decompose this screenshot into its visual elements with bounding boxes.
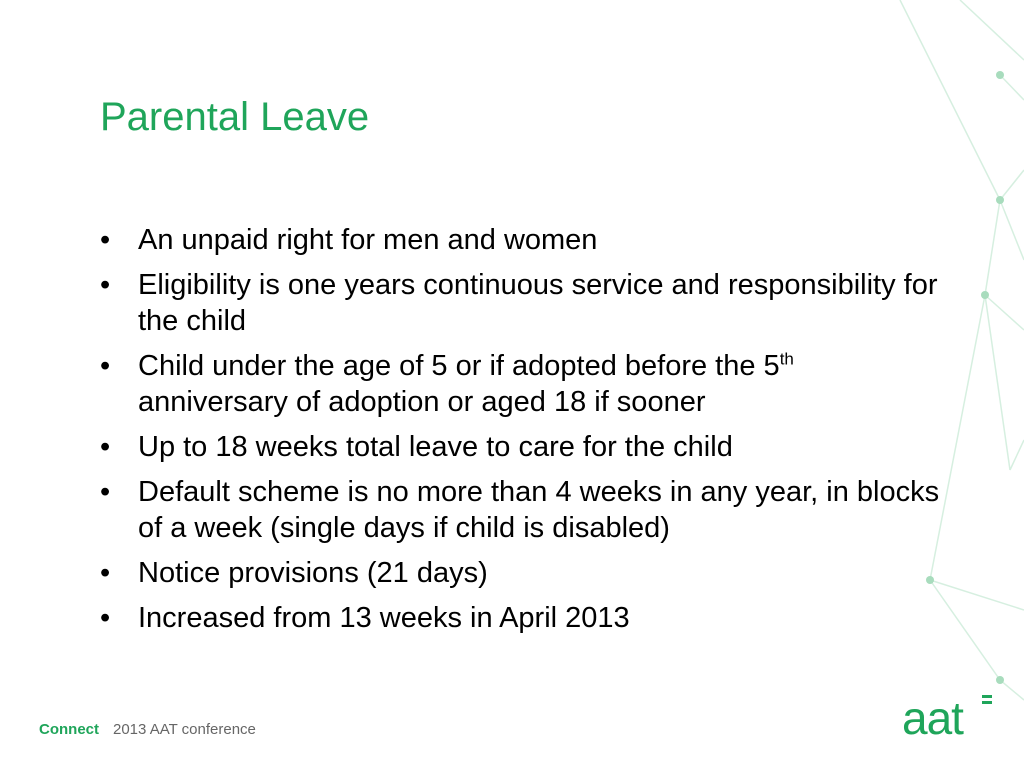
bullet-text: Up to 18 weeks total leave to care for the child [138, 431, 733, 463]
bullet-item [100, 222, 950, 258]
bullet-text: Eligibility is one years continuous service and responsibility for the child [138, 269, 938, 337]
bullet-marker: • [100, 476, 111, 508]
footer-connect-label: Connect [39, 721, 99, 738]
bullet-marker: • [100, 350, 111, 382]
bullet-marker: • [100, 431, 111, 463]
bullet-text: Increased from 13 weeks in April 2013 [138, 602, 630, 634]
bullet-item [100, 474, 950, 546]
superscript-ordinal: th [779, 349, 794, 369]
footer-conference-label: 2013 AAT conference [113, 721, 256, 738]
bullet-text: Default scheme is no more than 4 weeks in any year, in blocks of a week (single days if child is disabled) [138, 476, 940, 544]
bullet-marker: • [100, 602, 111, 634]
aat-logo [900, 690, 996, 740]
bullet-text: Child under the age of 5 or if adopted before the 5 [138, 350, 780, 382]
bullet-marker: • [100, 269, 111, 301]
bullet-item [100, 267, 950, 339]
svg-text:aat: aat [902, 692, 963, 740]
slide-title: Parental Leave [100, 95, 370, 139]
bullet-item [100, 348, 950, 420]
bullet-text-continuation: anniversary of adoption or aged 18 if sooner [138, 386, 706, 418]
bullet-list [100, 222, 950, 645]
bullet-item [100, 555, 950, 591]
bullet-item [100, 429, 950, 465]
bullet-text: An unpaid right for men and women [138, 224, 598, 256]
bullet-marker: • [100, 557, 111, 589]
bullet-item [100, 600, 950, 636]
bullet-marker: • [100, 224, 111, 256]
bullet-text: Notice provisions (21 days) [138, 557, 488, 589]
